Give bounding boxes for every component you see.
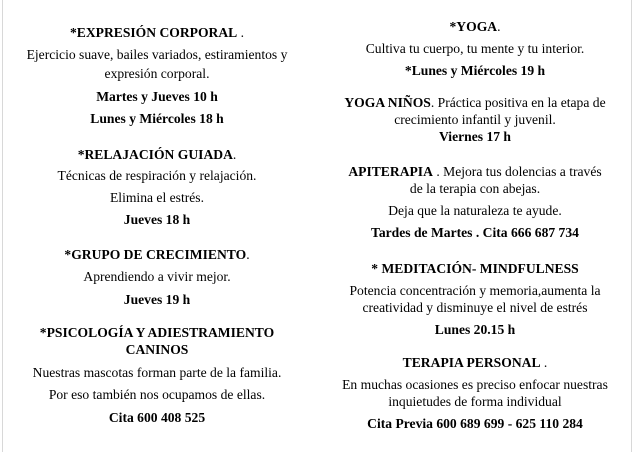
section-schedule: Jueves 18 h <box>123 212 191 227</box>
section-description: Aprendiendo a vivir mejor. <box>83 269 231 284</box>
section-description: En muchas ocasiones es preciso enfocar nuestras <box>342 377 608 392</box>
section-description: Potencia concentración y memoria,aumenta la <box>349 283 601 298</box>
section-schedule: Jueves 19 h <box>123 292 191 307</box>
section-schedule: Lunes y Miércoles 18 h <box>90 111 224 126</box>
section-description: inquietudes de forma individual <box>388 394 562 409</box>
section-description: Técnicas de respiración y relajación. <box>57 168 257 183</box>
section-title: CANINOS <box>125 342 189 357</box>
section-title: *EXPRESIÓN CORPORAL . <box>69 25 245 40</box>
section-contact: Cita 600 408 525 <box>108 410 206 425</box>
section-description: Deja que la naturaleza te ayude. <box>388 203 562 218</box>
section-description: expresión corporal. <box>104 66 210 81</box>
section-title: *YOGA. <box>449 19 501 34</box>
section-title: APITERAPIA . Mejora tus dolencias a través <box>348 164 602 179</box>
section-description: Elimina el estrés. <box>110 190 204 205</box>
section-contact: Tardes de Martes . Cita 666 687 734 <box>371 225 579 240</box>
right-page-edge <box>631 0 632 452</box>
section-contact: Cita Previa 600 689 699 - 625 110 284 <box>367 416 583 431</box>
section-schedule: Lunes 20.15 h <box>434 322 516 337</box>
section-description: crecimiento infantil y juvenil. <box>394 112 556 127</box>
section-description: creatividad y disminuye el nivel de estrés <box>362 300 588 315</box>
section-description: de la terapia con abejas. <box>409 181 541 196</box>
section-title: *PSICOLOGÍA Y ADIESTRAMIENTO <box>39 325 275 340</box>
section-schedule: Martes y Jueves 10 h <box>96 89 218 104</box>
section-title: TERAPIA PERSONAL . <box>402 355 548 370</box>
section-description: Nuestras mascotas forman parte de la familia. <box>32 365 282 380</box>
section-description: Por eso también nos ocupamos de ellas. <box>48 387 266 402</box>
section-description: Cultiva tu cuerpo, tu mente y tu interior. <box>365 41 585 56</box>
section-description: Ejercicio suave, bailes variados, estiramientos y <box>26 47 288 62</box>
section-title: *GRUPO DE CRECIMIENTO. <box>64 247 250 262</box>
section-title: * MEDITACIÓN- MINDFULNESS <box>371 261 579 276</box>
section-title: *RELAJACIÓN GUIADA. <box>77 147 237 162</box>
section-title: YOGA NIÑOS. Práctica positiva en la etapa de <box>344 95 606 110</box>
section-schedule: Viernes 17 h <box>439 129 511 144</box>
section-schedule: *Lunes y Miércoles 19 h <box>404 63 546 78</box>
